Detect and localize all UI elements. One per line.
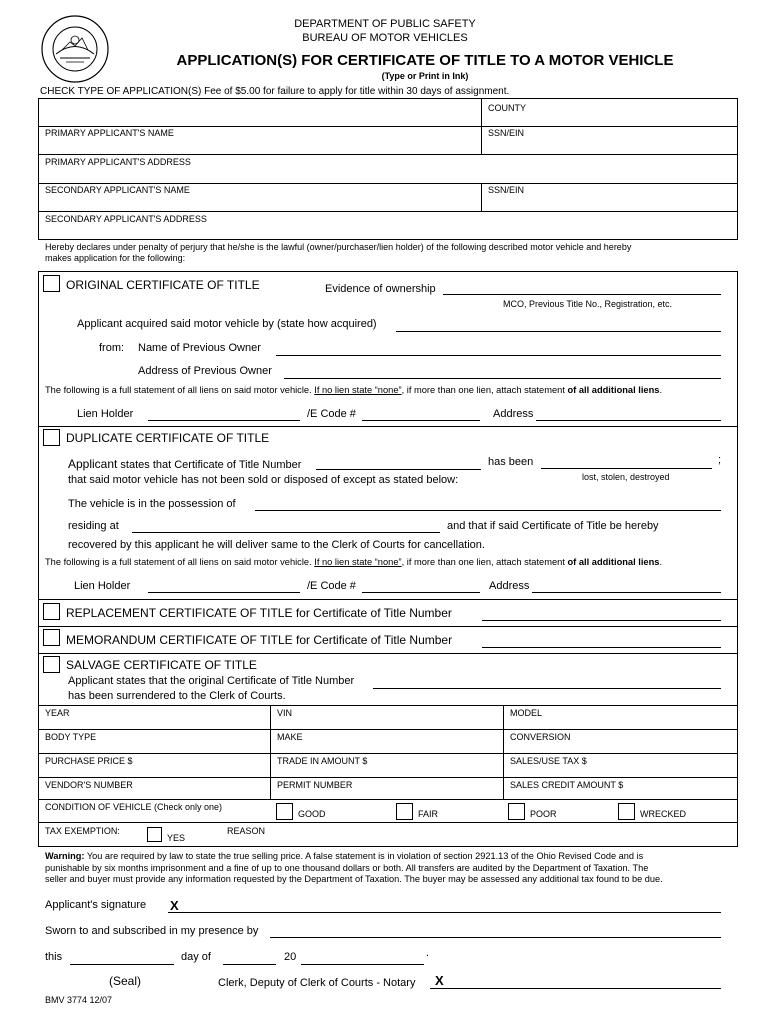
declaration-line1: Hereby declares under penalty of perjury that he/she is the lawful (owner/purchaser/lien holder) of the following described motor vehicle and hereby bbox=[45, 242, 632, 252]
salvage-title-label: SALVAGE CERTIFICATE OF TITLE bbox=[66, 658, 257, 672]
salvage-line2: has been surrendered to the Clerk of Courts. bbox=[68, 690, 286, 702]
prev-address-input[interactable] bbox=[284, 378, 721, 379]
duplicate-title-checkbox[interactable] bbox=[43, 429, 60, 446]
evidence-label: Evidence of ownership bbox=[325, 283, 436, 295]
ecode-input-1[interactable] bbox=[362, 420, 480, 421]
secondary-name-field[interactable]: SECONDARY APPLICANT'S NAME bbox=[45, 185, 190, 195]
vendor-number-field[interactable]: VENDOR'S NUMBER bbox=[45, 780, 133, 790]
possession-label: The vehicle is in the possession of bbox=[68, 498, 236, 510]
recovered-text: recovered by this applicant he will deliver same to the Clerk of Courts for cancellation. bbox=[68, 539, 485, 551]
body-type-field[interactable]: BODY TYPE bbox=[45, 732, 97, 742]
model-field[interactable]: MODEL bbox=[510, 708, 543, 718]
instruction-text: CHECK TYPE OF APPLICATION(S) Fee of $5.00 for failure to apply for title within 30 days of assignment. bbox=[40, 86, 510, 97]
primary-name-field[interactable]: PRIMARY APPLICANT'S NAME bbox=[45, 128, 174, 138]
tax-exemption-yes-label: YES bbox=[167, 833, 186, 843]
salvage-number-input[interactable] bbox=[373, 688, 721, 689]
tax-exemption-yes-checkbox[interactable] bbox=[147, 827, 162, 842]
memorandum-title-checkbox[interactable] bbox=[43, 629, 60, 646]
year-field[interactable]: YEAR bbox=[45, 708, 70, 718]
ecode-label-1: /E Code # bbox=[307, 408, 356, 420]
sworn-label: Sworn to and subscribed in my presence by bbox=[45, 925, 259, 937]
form-subtitle: (Type or Print in Ink) bbox=[381, 71, 469, 81]
duplicate-title-number-input[interactable] bbox=[316, 469, 481, 470]
evidence-hint: MCO, Previous Title No., Registration, etc. bbox=[503, 299, 673, 309]
declaration-line2: makes application for the following: bbox=[45, 253, 186, 263]
condition-wrecked-checkbox[interactable] bbox=[618, 803, 635, 820]
original-title-label: ORIGINAL CERTIFICATE OF TITLE bbox=[66, 278, 260, 292]
reason-label: REASON bbox=[227, 826, 266, 836]
applicant-signature-label: Applicant's signature bbox=[45, 899, 147, 911]
condition-wrecked-label: WRECKED bbox=[640, 809, 687, 819]
memorandum-number-input[interactable] bbox=[482, 647, 721, 648]
purchase-price-field[interactable]: PURCHASE PRICE $ bbox=[45, 756, 133, 766]
vin-field[interactable]: VIN bbox=[277, 708, 293, 718]
year-input[interactable] bbox=[301, 964, 424, 965]
day-of-label: day of bbox=[181, 951, 211, 963]
has-been-hint: lost, stolen, destroyed bbox=[582, 472, 670, 482]
replacement-title-checkbox[interactable] bbox=[43, 603, 60, 620]
not-sold-text: that said motor vehicle has not been sold or disposed of except as stated below: bbox=[68, 474, 459, 486]
lien-address-input-2[interactable] bbox=[532, 592, 721, 593]
replacement-title-label: REPLACEMENT CERTIFICATE OF TITLE for Certificate of Title Number bbox=[66, 606, 452, 620]
condition-label: CONDITION OF VEHICLE (Check only one) bbox=[45, 802, 223, 812]
original-title-checkbox[interactable] bbox=[43, 275, 60, 292]
department-name: DEPARTMENT OF PUBLIC SAFETY bbox=[294, 18, 476, 30]
residing-label: residing at bbox=[68, 520, 119, 532]
condition-fair-label: FAIR bbox=[418, 809, 439, 819]
form-number: BMV 3774 12/07 bbox=[45, 995, 113, 1005]
prev-owner-input[interactable] bbox=[276, 355, 721, 356]
year-prefix-label: 20 bbox=[284, 951, 297, 963]
duplicate-title-label: DUPLICATE CERTIFICATE OF TITLE bbox=[66, 431, 270, 445]
county-field[interactable]: COUNTY bbox=[488, 103, 526, 113]
tax-exemption-label: TAX EXEMPTION: bbox=[45, 826, 120, 836]
trade-in-field[interactable]: TRADE IN AMOUNT $ bbox=[277, 756, 368, 766]
liens-statement-1: The following is a full statement of all liens on said motor vehicle. If no lien state “none”, if more than one lien, attach statement of all additional liens. bbox=[45, 385, 663, 395]
conversion-field[interactable]: CONVERSION bbox=[510, 732, 571, 742]
form-title: APPLICATION(S) FOR CERTIFICATE OF TITLE TO A MOTOR VEHICLE bbox=[176, 52, 674, 69]
acquired-input[interactable] bbox=[396, 331, 721, 332]
day-input[interactable] bbox=[70, 964, 174, 965]
make-field[interactable]: MAKE bbox=[277, 732, 303, 742]
acquired-label: Applicant acquired said motor vehicle by (state how acquired) bbox=[77, 318, 377, 330]
condition-good-checkbox[interactable] bbox=[276, 803, 293, 820]
date-period: . bbox=[426, 947, 430, 959]
lien-holder-input-2[interactable] bbox=[148, 592, 300, 593]
and-that-text: and that if said Certificate of Title be hereby bbox=[447, 520, 659, 532]
residing-input[interactable] bbox=[132, 532, 440, 533]
liens-statement-2: The following is a full statement of all liens on said motor vehicle. If no lien state “none”, if more than one lien, attach statement of all additional liens. bbox=[45, 557, 663, 567]
condition-poor-label: POOR bbox=[530, 809, 557, 819]
seal-label: (Seal) bbox=[109, 974, 142, 988]
replacement-number-input[interactable] bbox=[482, 620, 721, 621]
lien-address-label-2: Address bbox=[489, 580, 530, 592]
lien-address-input-1[interactable] bbox=[536, 420, 721, 421]
from-label: from: bbox=[99, 342, 125, 354]
condition-fair-checkbox[interactable] bbox=[396, 803, 413, 820]
this-label: this bbox=[45, 951, 63, 963]
lien-address-label-1: Address bbox=[493, 408, 534, 420]
lien-holder-label-2: Lien Holder bbox=[74, 580, 131, 592]
bureau-name: BUREAU OF MOTOR VEHICLES bbox=[302, 32, 468, 44]
lien-holder-label-1: Lien Holder bbox=[77, 408, 134, 420]
ssn2-field[interactable]: SSN/EIN bbox=[488, 185, 525, 195]
salvage-line1: Applicant states that the original Certificate of Title Number bbox=[68, 675, 355, 687]
signature-x-mark-1: X bbox=[170, 898, 179, 913]
warning-text: Warning: You are required by law to state the true selling price. A false statement is in violation of section 2921.13 of the Ohio Revised Code and is punishable by six months imprisonment and a fine of up to one thousand dollars or both. All transfers are audited by the Department of Taxation. The seller and buyer must provide any information requested by the Department of Taxation. The buyer may be assessed any additional tax found to be due. bbox=[45, 851, 663, 884]
prev-owner-label: Name of Previous Owner bbox=[138, 342, 261, 354]
condition-poor-checkbox[interactable] bbox=[508, 803, 525, 820]
possession-input[interactable] bbox=[255, 510, 721, 511]
has-been-input[interactable] bbox=[541, 468, 712, 469]
prev-address-label: Address of Previous Owner bbox=[138, 365, 272, 377]
condition-good-label: GOOD bbox=[298, 809, 326, 819]
permit-number-field[interactable]: PERMIT NUMBER bbox=[277, 780, 353, 790]
clerk-label: Clerk, Deputy of Clerk of Courts - Notary bbox=[218, 977, 416, 989]
ecode-label-2: /E Code # bbox=[307, 580, 356, 592]
salvage-title-checkbox[interactable] bbox=[43, 656, 60, 673]
sworn-by-input[interactable] bbox=[270, 937, 721, 938]
sales-credit-field[interactable]: SALES CREDIT AMOUNT $ bbox=[510, 780, 624, 790]
semicolon: ; bbox=[718, 454, 722, 466]
lien-holder-input-1[interactable] bbox=[148, 420, 300, 421]
has-been-label: has been bbox=[488, 456, 534, 468]
ecode-input-2[interactable] bbox=[362, 592, 480, 593]
evidence-input[interactable] bbox=[443, 294, 721, 295]
ssn1-field[interactable]: SSN/EIN bbox=[488, 128, 525, 138]
sales-tax-field[interactable]: SALES/USE TAX $ bbox=[510, 756, 587, 766]
month-input[interactable] bbox=[223, 964, 276, 965]
clerk-signature-input[interactable] bbox=[430, 988, 721, 989]
signature-x-mark-2: X bbox=[435, 973, 444, 988]
memorandum-title-label: MEMORANDUM CERTIFICATE OF TITLE for Certificate of Title Number bbox=[66, 633, 453, 647]
primary-address-field[interactable]: PRIMARY APPLICANT'S ADDRESS bbox=[45, 157, 191, 167]
secondary-address-field[interactable]: SECONDARY APPLICANT'S ADDRESS bbox=[45, 214, 207, 224]
applicant-signature-input[interactable] bbox=[168, 912, 721, 913]
duplicate-states: Applicant states that Certificate of Title Number bbox=[68, 457, 302, 471]
